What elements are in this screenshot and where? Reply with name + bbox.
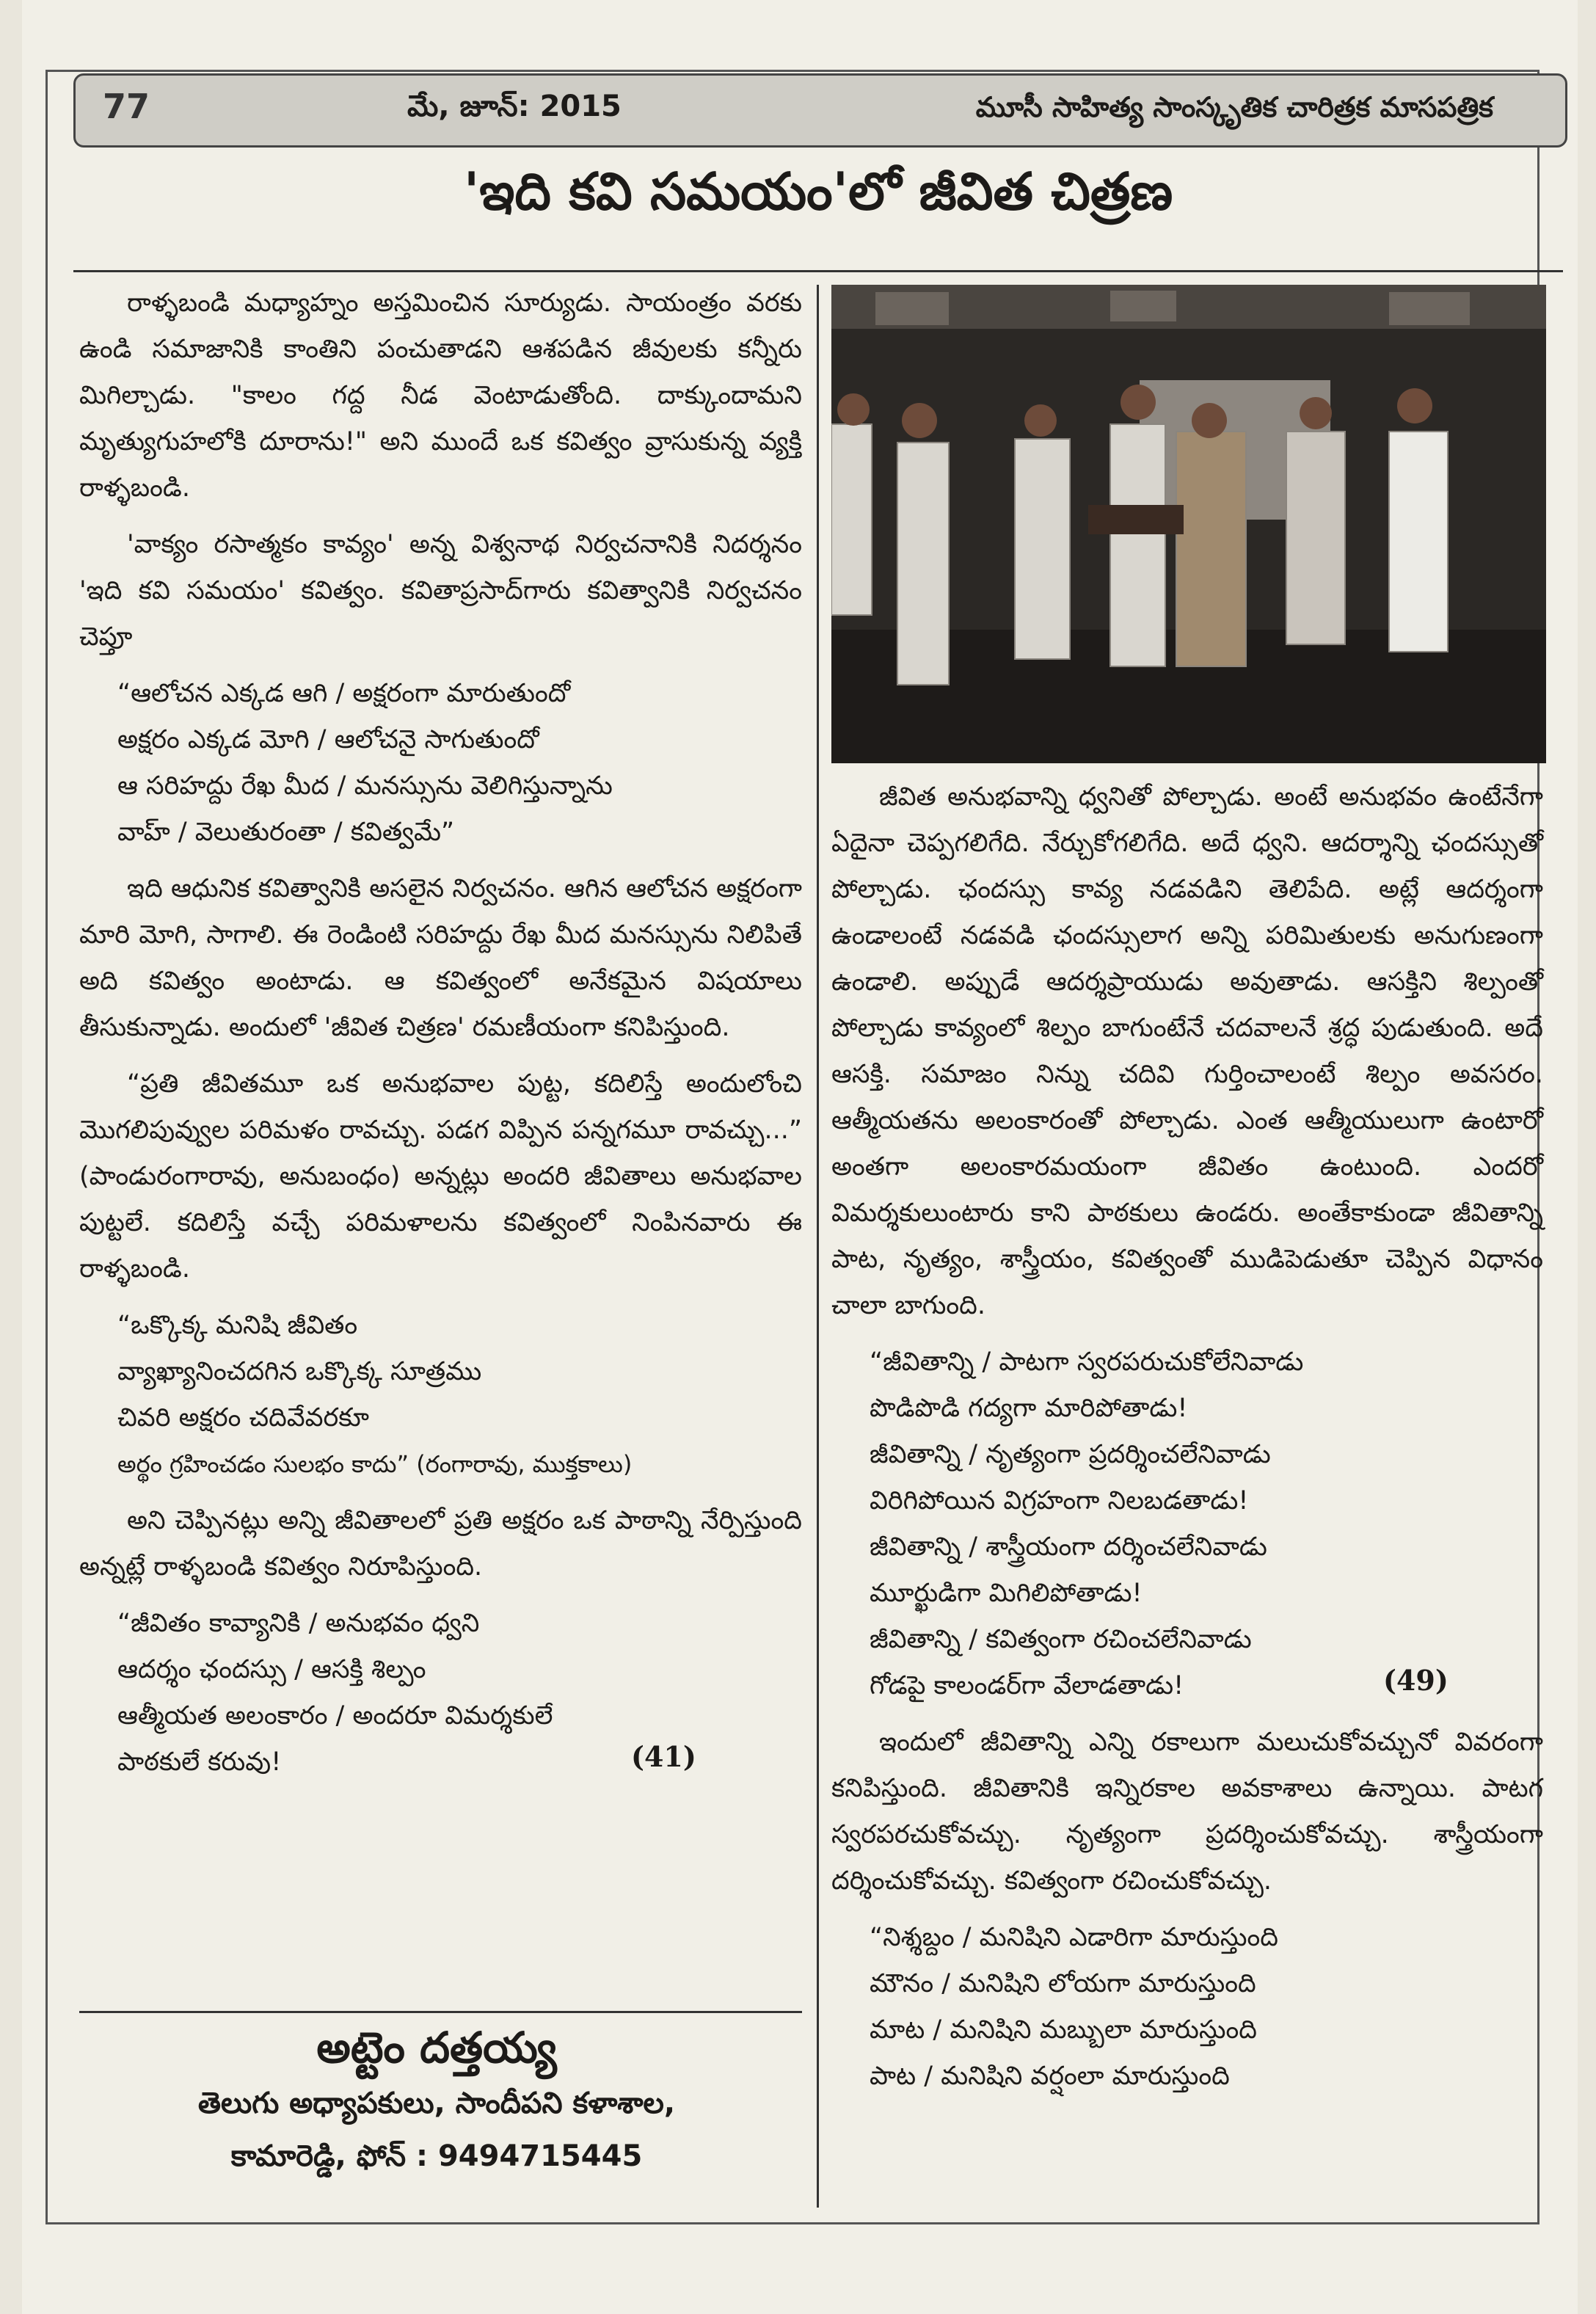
poem-line: అక్షరం ఎక్కడ మోగి / ఆలోచనై సాగుతుందో: [117, 725, 539, 754]
article-title: 'ఇది కవి సమయం'లో జీవిత చిత్రణ: [463, 161, 1173, 222]
poem-line: ఆదర్శం ఛందస్సు / ఆసక్తి శిల్పం: [117, 1655, 426, 1684]
issue-date: మే, జూన్: 2015: [407, 90, 622, 123]
author-contact: కామారెడ్డి, ఫోన్ : 9494715445: [230, 2139, 643, 2173]
poem-line: అర్థం గ్రహించడం సులభం కాదు” (రంగారావు, ముక్తకాలు): [117, 1450, 633, 1478]
poem-quote: [117, 1303, 802, 1488]
poem-line: ఆత్మీయత అలంకారం / అందరూ విమర్శకులే: [117, 1701, 553, 1731]
poem-quote: [870, 1915, 1543, 2100]
left-column: [79, 280, 802, 1796]
poem-quote: [117, 1601, 802, 1786]
right-column: [831, 774, 1543, 2110]
magazine-name: మూసీ సాహిత్య సాంస్కృతిక చారిత్రక మాసపత్రిక: [975, 91, 1493, 123]
poem-line: వాహ్ / వెలుతురంతా / కవిత్వమే”: [117, 818, 455, 847]
poem-line: వ్యాఖ్యానించదగిన ఒక్కొక్క సూత్రము: [117, 1357, 482, 1386]
column-divider: [817, 285, 819, 2208]
paragraph: ఇందులో జీవితాన్ని ఎన్ని రకాలుగా మలుచుకోవచ్చునో వివరంగా కనిపిస్తుంది. జీవితానికి ఇన్నిరకాల అవకాశాలు ఉన్నాయి. పాటగ స్వరపరచుకోవచ్చు. నృత్యంగా ప్రదర్శించుకోవచ్చు. శాస్త్రీయంగా దర్శించుకోవచ్చు. కవిత్వంగా రచించుకోవచ్చు.: [831, 1728, 1543, 1896]
poem-line: “ఆలోచన ఎక్కడ ఆగి / అక్షరంగా మారుతుందో: [117, 679, 571, 708]
poem-line: ఆ సరిహద్దు రేఖ మీద / మనస్సును వెలిగిస్తున్నాను: [117, 771, 613, 801]
poem-line: గోడపై కాలండర్‌గా వేలాడతాడు!: [870, 1671, 1184, 1700]
poem-line: మాట / మనిషిని మబ్బులా మారుస్తుంది: [870, 2015, 1257, 2045]
poem-number: (41): [631, 1740, 696, 1773]
poem-line: “ఒక్కొక్క మనిషి జీవితం: [117, 1311, 358, 1340]
poem-line: మౌనం / మనిషిని లోయగా మారుస్తుంది: [870, 1969, 1256, 1998]
poem-line: “నిశ్శబ్దం / మనిషిని ఎడారిగా మారుస్తుంది: [870, 1923, 1278, 1952]
poem-line: చివరి అక్షరం చదివేవరకూ: [117, 1403, 369, 1433]
author-divider: [79, 2011, 802, 2013]
paragraph: 'వాక్యం రసాత్మకం కావ్యం' అన్న విశ్వనాథ నిర్వచనానికి నిదర్శనం 'ఇది కవి సమయం' కవిత్వం. కవితాప్రసాద్‌గారు కవిత్వానికి నిర్వచనం చెప్తూ: [79, 530, 802, 652]
author-affiliation: తెలుగు అధ్యాపకులు, సాందీపని కళాశాల,: [197, 2086, 676, 2120]
poem-line: మూర్ఖుడిగా మిగిలిపోతాడు!: [870, 1579, 1143, 1608]
paragraph: “ప్రతి జీవితమూ ఒక అనుభవాల పుట్ట, కదిలిస్తే అందులోంచి మొగలిపువ్వుల పరిమళం రావచ్చు. పడగ విప్పిన పన్నగమూ రావచ్చు...” (పాండురంగారావు, అనుబంధం) అన్నట్లు అందరి జీవితాలు అనుభవాల పుట్టలే. కదిలిస్తే వచ్చే పరిమళాలను కవిత్వంలో నింపినవారు ఈ రాళ్ళబండి.: [79, 1069, 802, 1284]
poem-line: పాట / మనిషిని వర్షంలా మారుస్తుంది: [870, 2062, 1230, 2091]
award-ceremony-photo: [831, 285, 1546, 763]
poem-quote: [117, 671, 802, 856]
poem-line: “జీవితం కావ్యానికి / అనుభవం ధ్వని: [117, 1609, 480, 1638]
poem-line: పొడిపొడి గద్యగా మారిపోతాడు!: [870, 1394, 1188, 1423]
paragraph: ఇది ఆధునిక కవిత్వానికి అసలైన నిర్వచనం. ఆగిన ఆలోచన అక్షరంగా మారి మోగి, సాగాలి. ఈ రెండింటి సరిహద్దు రేఖ మీద మనస్సును నిలిపితే అది కవిత్వం అంటాడు. ఆ కవిత్వంలో అనేకమైన విషయాలు తీసుకున్నాడు. అందులో 'జీవిత చిత్రణ' రమణీయంగా కనిపిస్తుంది.: [79, 874, 802, 1042]
poem-line: విరిగిపోయిన విగ్రహంగా నిలబడతాడు!: [870, 1486, 1249, 1516]
title-divider: [73, 270, 1563, 272]
poem-line: “జీవితాన్ని / పాటగా స్వరపరుచుకోలేనివాడు: [870, 1347, 1304, 1377]
author-block: [73, 2018, 800, 2183]
poem-line: జీవితాన్ని / శాస్త్రీయంగా దర్శించలేనివాడు: [870, 1532, 1267, 1562]
poem-line: పాఠకులే కరువు!: [117, 1747, 282, 1777]
poem-number: (49): [1383, 1664, 1449, 1697]
paragraph: జీవిత అనుభవాన్ని ధ్వనితో పోల్చాడు. అంటే అనుభవం ఉంటేనేగా ఏదైనా చెప్పగలిగేది. నేర్చుకోగలిగేది. అదే ధ్వని. ఆదర్శాన్ని ఛందస్సుతో పోల్చాడు. ఛందస్సు కావ్య నడవడిని తెలిపేది. అట్లే ఆదర్శంగా ఉండాలంటే నడవడి ఛందస్సులాగ అన్ని పరిమితులకు అనుగుణంగా ఉండాలి. అప్పుడే ఆదర్శప్రాయుడు అవుతాడు. ఆసక్తిని శిల్పంతో పోల్చాడు కావ్యంలో శిల్పం బాగుంటేనే చదవాలనే శ్రద్ధ పుడుతుంది. అదే ఆసక్తి. సమాజం నిన్ను చదివి గుర్తించాలంటే శిల్పం అవసరం. ఆత్మీయతను అలంకారంతో పోల్చాడు. ఎంత ఆత్మీయులుగా ఉంటారో అంతగా అలంకారమయంగా జీవితం ఉంటుంది. ఎందరో విమర్శకులుంటారు కాని పాఠకులు ఉండరు. అంతేకాకుండా జీవితాన్ని పాట, నృత్యం, శాస్త్రీయం, కవిత్వంతో ముడిపెడుతూ చెప్పిన విధానం చాలా బాగుంది.: [831, 782, 1543, 1320]
paragraph: అని చెప్పినట్లు అన్ని జీవితాలలో ప్రతి అక్షరం ఒక పాఠాన్ని నేర్పిస్తుంది అన్నట్లే రాళ్ళబండి కవిత్వం నిరూపిస్తుంది.: [79, 1506, 802, 1582]
poem-line: జీవితాన్ని / కవిత్వంగా రచించలేనివాడు: [870, 1625, 1252, 1654]
author-name: అట్టెం దత్తయ్య: [316, 2023, 557, 2073]
poem-line: జీవితాన్ని / నృత్యంగా ప్రదర్శించలేనివాడు: [870, 1440, 1271, 1469]
paragraph: రాళ్ళబండి మధ్యాహ్నం అస్తమించిన సూర్యుడు. సాయంత్రం వరకు ఉండి సమాజానికి కాంతిని పంచుతాడని ఆశపడిన జీవులకు కన్నీరు మిగిల్చాడు. "కాలం గద్ద నీడ వెంటాడుతోంది. దాక్కుందామని మృత్యుగుహలోకి దూరాను!" అని ముందే ఒక కవిత్వం వ్రాసుకున్న వ్యక్తి రాళ్ళబండి.: [79, 288, 802, 503]
page-number: 77: [103, 87, 150, 126]
poem-quote: [870, 1339, 1543, 1709]
